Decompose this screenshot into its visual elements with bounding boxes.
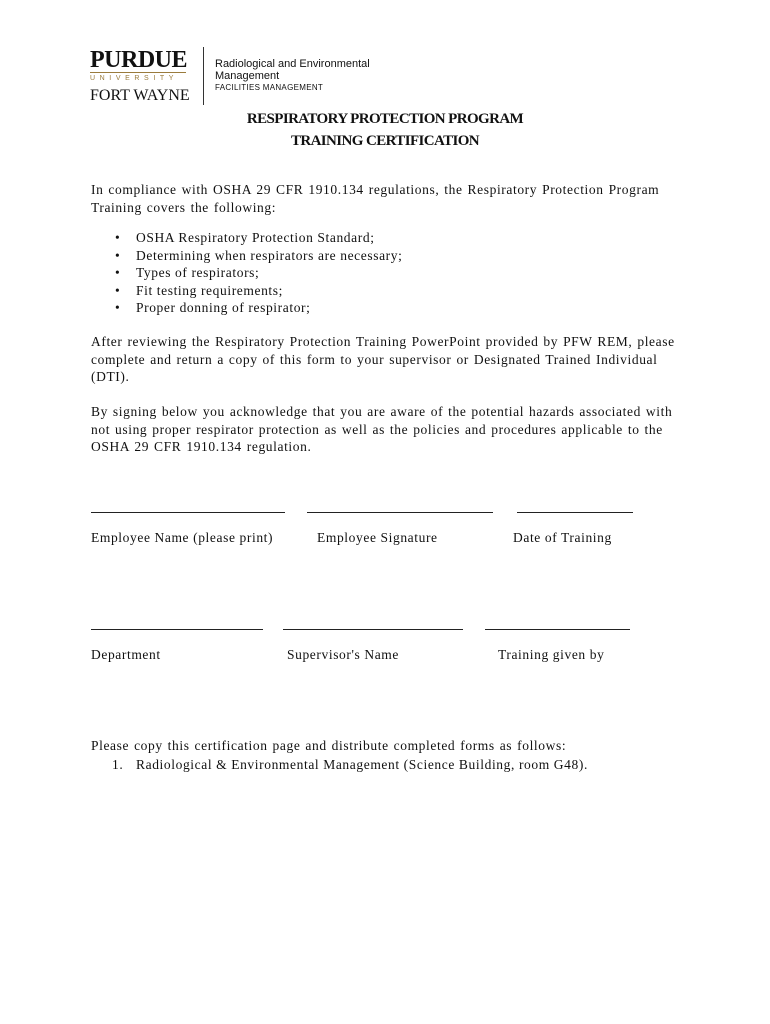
logo-university-name: PURDUE	[90, 47, 187, 73]
list-item: • Types of respirators;	[115, 265, 260, 280]
distribution-paragraph: Please copy this certification page and distribute completed forms as follows:	[91, 738, 567, 753]
header-divider	[203, 47, 204, 105]
employee-signature-field[interactable]	[307, 512, 493, 513]
date-of-training-label: Date of Training	[513, 530, 612, 545]
employee-name-label: Employee Name (please print)	[91, 530, 274, 545]
bullet-icon: •	[115, 282, 121, 298]
employee-name-field[interactable]	[91, 512, 285, 513]
bullet-icon: •	[115, 265, 121, 280]
department-sub: FACILITIES MANAGEMENT	[215, 83, 324, 92]
list-item: • Proper donning of respirator;	[115, 300, 311, 315]
review-paragraph: After reviewing the Respiratory Protection Training PowerPoint provided by PFW REM, please complete and return a copy of this form to your supervisor or Designated Trained Individual (DTI).	[91, 334, 675, 384]
department-line-2: Management	[215, 70, 280, 82]
document-title-line-1: RESPIRATORY PROTECTION PROGRAM	[246, 111, 524, 127]
list-item: • Fit testing requirements;	[115, 282, 283, 298]
department-field[interactable]	[91, 629, 263, 630]
logo-university-word: UNIVERSITY	[90, 72, 186, 84]
date-of-training-field[interactable]	[517, 512, 633, 513]
department-header	[215, 58, 370, 93]
intro-paragraph: In compliance with OSHA 29 CFR 1910.134 regulations, the Respiratory Protection Program Training covers the following:	[91, 182, 660, 215]
training-given-by-field[interactable]	[485, 629, 630, 630]
supervisor-name-field[interactable]	[283, 629, 463, 630]
distribution-item-text: Radiological & Environmental Management (Science Building, room G48).	[136, 757, 588, 772]
department-line-1: Radiological and Environmental	[215, 58, 370, 70]
training-topics-list	[115, 229, 402, 317]
list-item: • Determining when respirators are necessary;	[115, 247, 403, 263]
document-title-line-2: TRAINING CERTIFICATION	[290, 133, 480, 149]
bullet-icon: •	[115, 230, 121, 245]
logo-campus: FORT WAYNE	[90, 87, 190, 104]
bullet-icon: •	[115, 247, 121, 263]
supervisor-name-label: Supervisor's Name	[287, 647, 399, 662]
bullet-icon: •	[115, 300, 121, 315]
department-label: Department	[91, 647, 161, 662]
acknowledgement-paragraph: By signing below you acknowledge that you are aware of the potential hazards associated with not using proper respirator protection as well as the policies and procedures applicable to the OSHA 29 CFR 1910.134 regulation.	[91, 404, 673, 454]
list-number: 1.	[112, 757, 124, 772]
employee-signature-label: Employee Signature	[317, 530, 438, 545]
training-given-by-label: Training given by	[498, 647, 605, 662]
list-item: • OSHA Respiratory Protection Standard;	[115, 230, 375, 245]
purdue-fort-wayne-logo	[90, 48, 202, 106]
distribution-list-item	[112, 756, 588, 774]
